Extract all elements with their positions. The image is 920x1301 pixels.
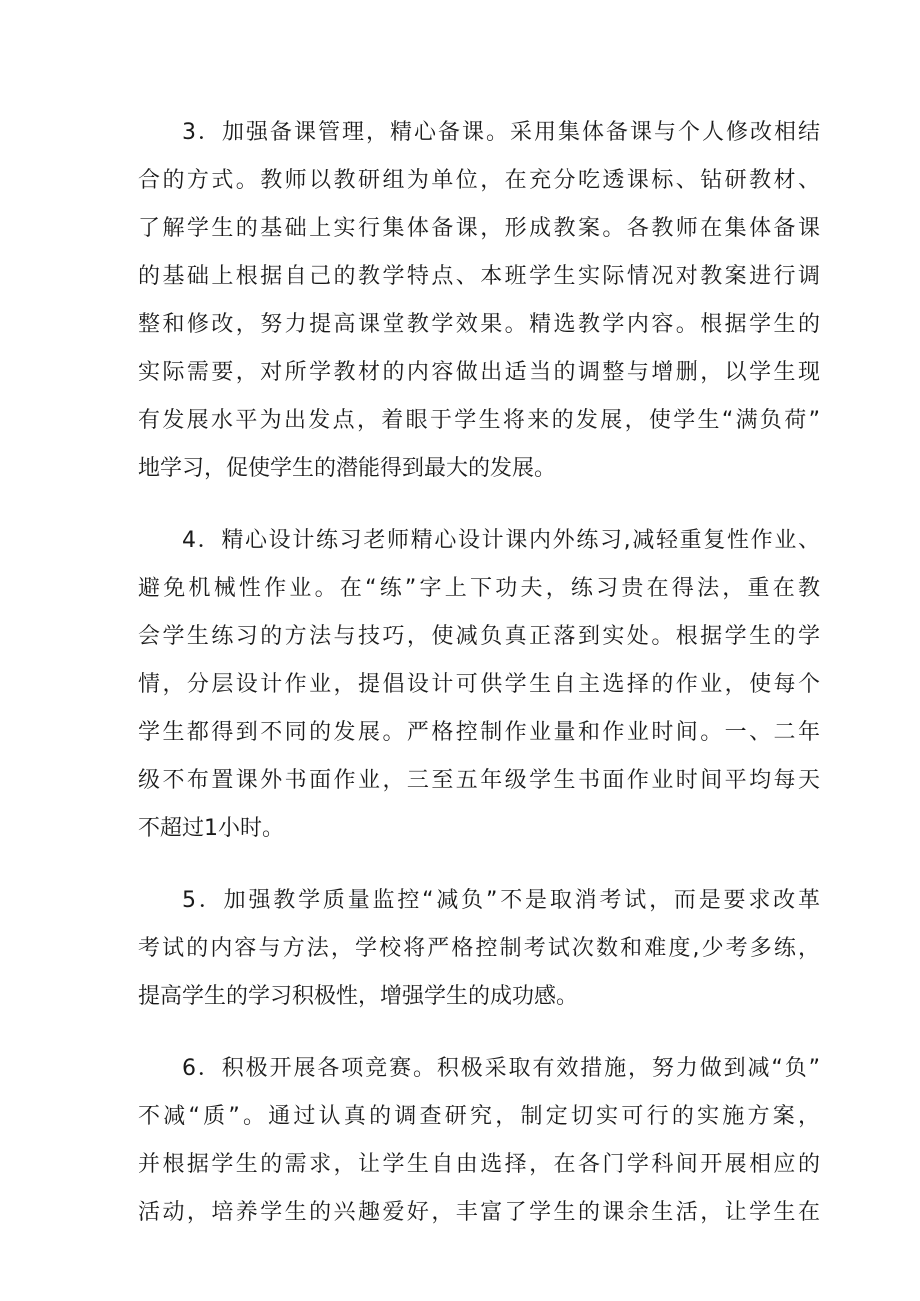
text-line: 避免机械性作业。在“练”字上下功夫，练习贵在得法，重在教 bbox=[138, 576, 820, 601]
text-line: 学生都得到不同的发展。严格控制作业量和作业时间。一、二年 bbox=[138, 720, 820, 745]
text-line: 提高学生的学习积极性，增强学生的成功感。 bbox=[138, 984, 579, 1009]
text-line: 级不布置课外书面作业，三至五年级学生书面作业时间平均每天 bbox=[138, 768, 820, 793]
text-line: 有发展水平为出发点，着眼于学生将来的发展，使学生“满负荷” bbox=[138, 408, 820, 433]
paragraph-4-exercise-design bbox=[138, 517, 820, 853]
text-line: 考试的内容与方法，学校将严格控制考试次数和难度,少考多练， bbox=[138, 936, 820, 961]
text-line: 不超过1小时。 bbox=[138, 816, 284, 841]
text-line: 实际需要，对所学教材的内容做出适当的调整与增删，以学生现 bbox=[138, 360, 820, 385]
text-line: 不减“质”。通过认真的调查研究，制定切实可行的实施方案， bbox=[138, 1104, 820, 1129]
text-line: 会学生练习的方法与技巧，使减负真正落到实处。根据学生的学 bbox=[138, 624, 820, 649]
text-line: 合的方式。教师以教研组为单位，在充分吃透课标、钻研教材、 bbox=[138, 168, 820, 193]
text-line: 的基础上根据自己的教学特点、本班学生实际情况对教案进行调 bbox=[138, 264, 820, 289]
text-line: 情，分层设计作业，提倡设计可供学生自主选择的作业，使每个 bbox=[138, 672, 820, 697]
paragraph-3-lesson-preparation bbox=[138, 109, 820, 493]
text-line: 6．积极开展各项竞赛。积极采取有效措施，努力做到减“负” bbox=[182, 1056, 820, 1081]
text-line: 5．加强教学质量监控“减负”不是取消考试，而是要求改革 bbox=[182, 888, 820, 913]
text-line: 4．精心设计练习老师精心设计课内外练习,减轻重复性作业、 bbox=[182, 528, 820, 553]
document-body bbox=[138, 109, 820, 1261]
text-line: 了解学生的基础上实行集体备课，形成教案。各教师在集体备课 bbox=[138, 216, 820, 241]
text-line: 活动，培养学生的兴趣爱好，丰富了学生的课余生活，让学生在 bbox=[138, 1200, 820, 1225]
text-line: 地学习，促使学生的潜能得到最大的发展。 bbox=[138, 456, 557, 481]
paragraph-6-competitions bbox=[138, 1045, 820, 1237]
paragraph-5-quality-monitoring bbox=[138, 877, 820, 1021]
text-line: 并根据学生的需求，让学生自由选择，在各门学科间开展相应的 bbox=[138, 1152, 820, 1177]
text-line: 整和修改，努力提高课堂教学效果。精选教学内容。根据学生的 bbox=[138, 312, 820, 337]
text-line: 3．加强备课管理，精心备课。采用集体备课与个人修改相结 bbox=[182, 120, 820, 145]
